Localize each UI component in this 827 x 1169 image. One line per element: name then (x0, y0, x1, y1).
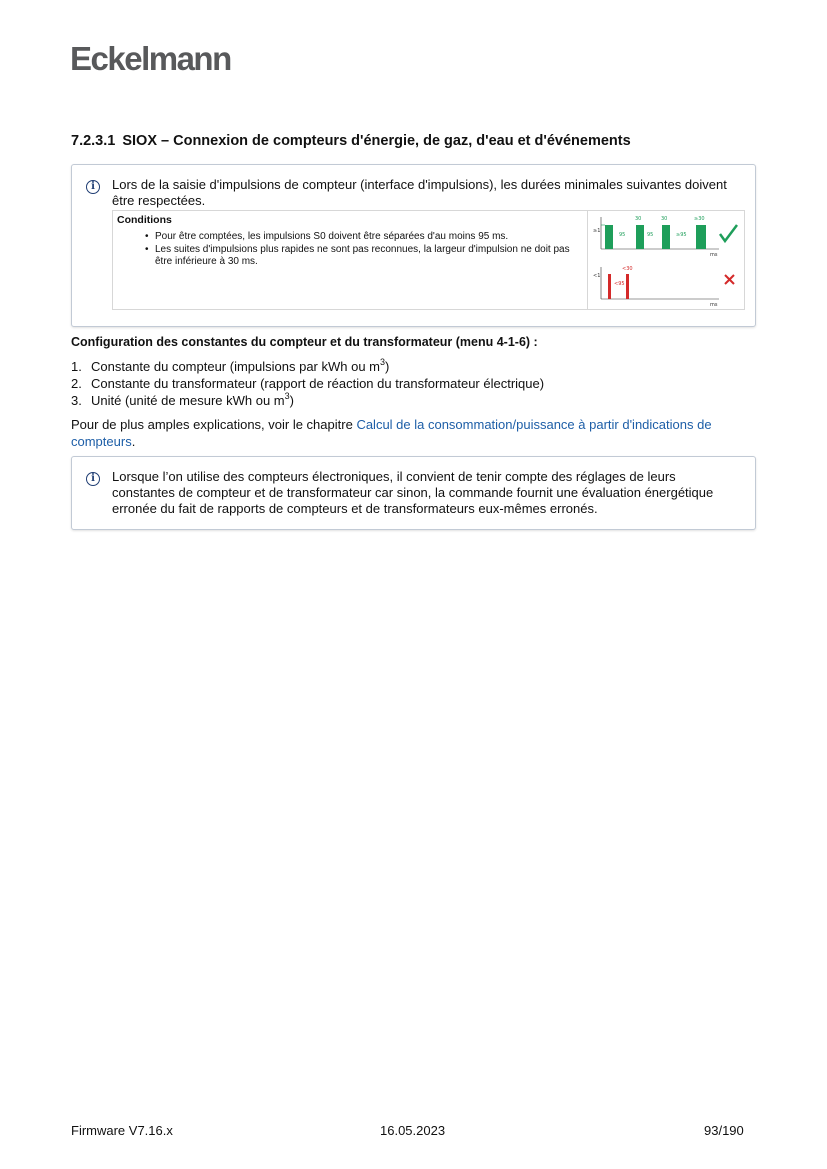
check-icon (720, 225, 737, 241)
conditions-cell (113, 211, 588, 309)
conditions-table (112, 210, 745, 310)
section-title: SIOX – Connexion de compteurs d'énergie, de gaz, d'eau et d'événements (122, 133, 631, 149)
config-heading: Configuration des constantes du compteur et du transformateur (menu 4-1-6) : (71, 335, 538, 349)
width-label: 30 (635, 216, 642, 222)
footer-date: 16.05.2023 (380, 1123, 446, 1138)
pulse-bar (608, 274, 611, 299)
pulse-diagram (589, 211, 744, 309)
conditions-list (141, 231, 581, 269)
list-item: 2. Constante du transformateur (rapport de réaction du transformateur électrique) (71, 376, 545, 391)
info-panel-electronic-meters (71, 456, 756, 530)
info-icon: i (86, 472, 100, 486)
list-item: 3. Unité (unité de mesure kWh ou $m^3$) (71, 391, 294, 408)
pulse-bar (696, 225, 706, 249)
bottom-t-label: ms (710, 302, 718, 308)
list-item: 1. Constante du compteur (impulsions par kWh ou $m^3$) (71, 357, 390, 374)
info-text: Lorsque l’on utilise des compteurs électroniques, il convient de tenir compte des réglages de leurs constantes de compteur et de transformateur car sinon, la commande fournit une évaluation énergétique erronée du fait de rapports de compteurs et de transformateurs eux-mêmes erronés. (112, 469, 714, 516)
config-list (71, 358, 544, 409)
pulse-timing-figure (589, 211, 744, 309)
pulse-bar (605, 225, 613, 249)
pulse-bar (662, 225, 670, 249)
gap-label: 95 (647, 232, 654, 238)
top-t-label: ms (710, 252, 718, 258)
info-icon: i (86, 180, 100, 194)
section-heading (71, 133, 631, 149)
info-text: Lors de la saisie d'impulsions de compteur (interface d'impulsions), les durées minimales suivantes doivent être respectées. (112, 177, 727, 208)
list-item: • Les suites d'impulsions plus rapides ne sont pas reconnues, la largeur d'impulsion ne doit pas être inférieure à 30 ms. (141, 244, 581, 269)
width-label: <30 (622, 266, 633, 272)
bottom-y-label: <1 (593, 273, 601, 279)
reference-paragraph: Pour de plus amples explications, voir le chapitre Calcul de la consommation/puissance à partir d'indications de compteurs. (71, 417, 712, 449)
footer-page: 93/190 (704, 1123, 744, 1138)
top-y-label: ≥1 (593, 228, 601, 234)
brand-logo: Eckelmann (70, 40, 231, 77)
width-label: 30 (661, 216, 668, 222)
list-item: • Pour être comptées, les impulsions S0 doivent être séparées d'au moins 95 ms. (141, 231, 581, 244)
pulse-bar (626, 274, 629, 299)
pulse-bar (636, 225, 644, 249)
gap-label: 95 (619, 232, 626, 238)
info-panel-pulses (71, 164, 756, 327)
width-label: ≥30 (694, 216, 705, 222)
gap-label: <95 (614, 281, 625, 287)
chapter-link[interactable]: Calcul de la consommation/puissance à partir d'indications de compteurs (71, 417, 712, 449)
section-number: 7.2.3.1 (71, 133, 116, 149)
footer-firmware: Firmware V7.16.x (71, 1123, 173, 1138)
conditions-heading: Conditions (117, 214, 172, 226)
gap-label: ≥95 (676, 232, 687, 238)
